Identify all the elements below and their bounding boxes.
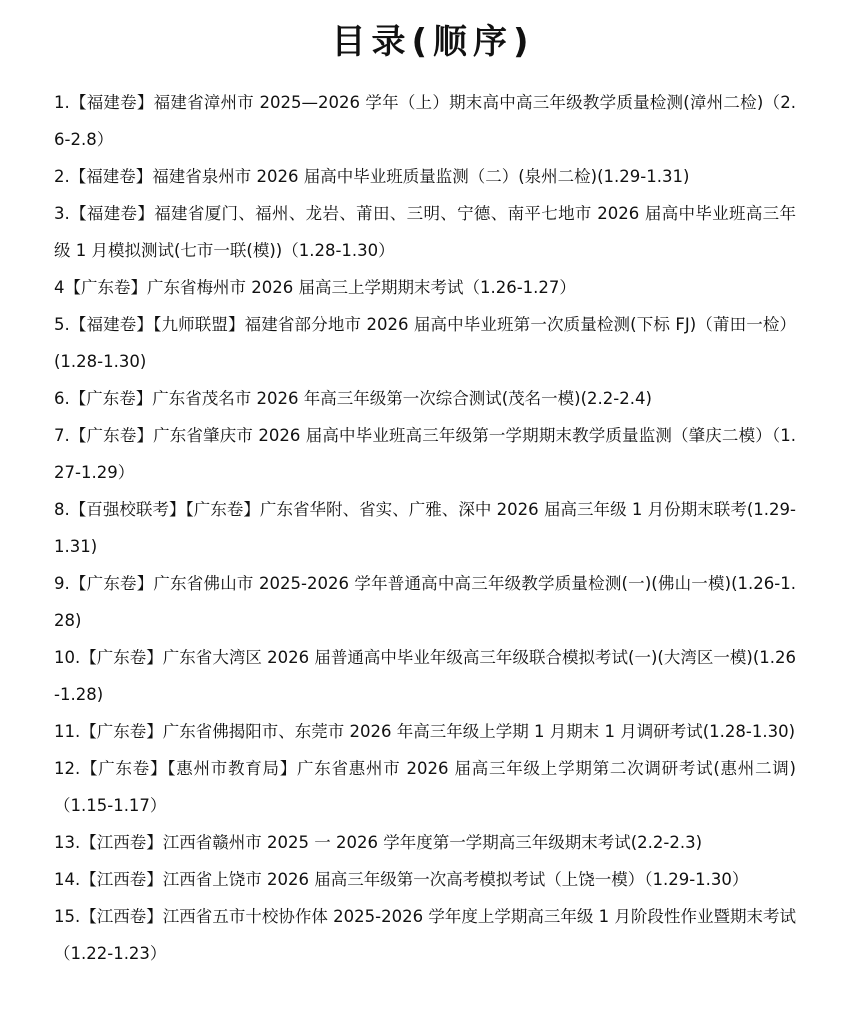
- toc-item-12: 12.【广东卷】【惠州市教育局】广东省惠州市 2026 届高三年级上学期第二次调研考试(惠州二调)（1.15-1.17）: [54, 759, 796, 815]
- toc-item-5: 5.【福建卷】【九师联盟】福建省部分地市 2026 届高中毕业班第一次质量检测(下标 FJ)（莆田一检）(1.28-1.30): [54, 315, 796, 371]
- toc-item-1: 1.【福建卷】福建省漳州市 2025—2026 学年（上）期末高中高三年级教学质量检测(漳州二检)（2.6-2.8）: [54, 93, 796, 149]
- toc-item-10: 10.【广东卷】广东省大湾区 2026 届普通高中毕业年级高三年级联合模拟考试(一)(大湾区一模)(1.26-1.28): [54, 648, 796, 704]
- toc-item-2: 2.【福建卷】福建省泉州市 2026 届高中毕业班质量监测（二）(泉州二检)(1.29-1.31): [54, 167, 690, 186]
- toc-item-4: 4【广东卷】广东省梅州市 2026 届高三上学期期末考试（1.26-1.27）: [54, 278, 576, 297]
- toc-item-14: 14.【江西卷】江西省上饶市 2026 届高三年级第一次高考模拟考试（上饶一模）（1.29-1.30）: [54, 870, 749, 889]
- toc-item-11: 11.【广东卷】广东省佛揭阳市、东莞市 2026 年高三年级上学期 1 月期末 1 月调研考试(1.28-1.30): [54, 722, 796, 741]
- table-of-contents: [54, 84, 796, 972]
- toc-item-7: 7.【广东卷】广东省肇庆市 2026 届高中毕业班高三年级第一学期期末教学质量监测（肇庆二模）（1.27-1.29）: [54, 426, 796, 482]
- page-title: 目录(顺序): [331, 22, 535, 62]
- toc-item-9: 9.【广东卷】广东省佛山市 2025-2026 学年普通高中高三年级教学质量检测(一)(佛山一模)(1.26-1.28): [54, 574, 796, 630]
- toc-item-8: 8.【百强校联考】【广东卷】广东省华附、省实、广雅、深中 2026 届高三年级 1 月份期末联考(1.29-1.31): [54, 500, 796, 556]
- toc-item-15: 15.【江西卷】江西省五市十校协作体 2025-2026 学年度上学期高三年级 1 月阶段性作业暨期末考试（1.22-1.23）: [54, 907, 796, 963]
- toc-item-6: 6.【广东卷】广东省茂名市 2026 年高三年级第一次综合测试(茂名一模)(2.2-2.4): [54, 389, 652, 408]
- toc-item-3: 3.【福建卷】福建省厦门、福州、龙岩、莆田、三明、宁德、南平七地市 2026 届高中毕业班高三年级 1 月模拟测试(七市一联(模))（1.28-1.30）: [54, 204, 796, 260]
- toc-item-13: 13.【江西卷】江西省赣州市 2025 一 2026 学年度第一学期高三年级期末考试(2.2-2.3): [54, 833, 703, 852]
